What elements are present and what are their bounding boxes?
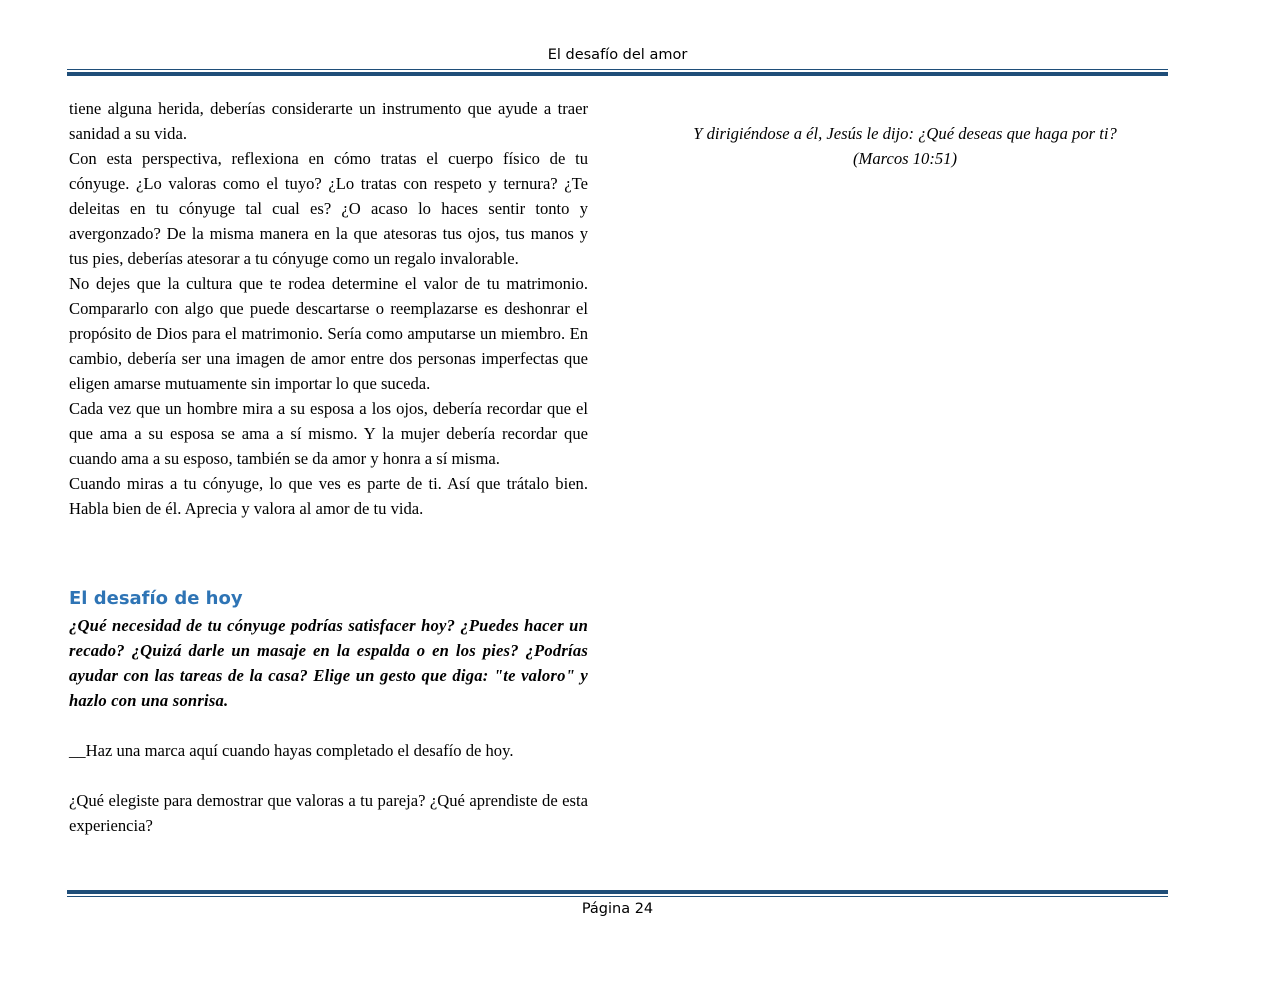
body-paragraph: Con esta perspectiva, reflexiona en cómo tratas el cuerpo físico de tu cónyuge. ¿Lo valoras como el tuyo? ¿Lo tratas con respeto y ternura? ¿Te deleitas en tu cónyuge tal cual es? ¿O acaso lo haces sentir tonto y avergonzado? De la misma manera en la que atesoras tus ojos, tus manos y tus pies, deberías atesorar a tu cónyuge como un regalo invalorable. <box>69 149 588 268</box>
body-paragraph: Cuando miras a tu cónyuge, lo que ves es parte de ti. Así que trátalo bien. Habla bien de él. Aprecia y valora al amor de tu vida. <box>69 474 588 518</box>
page-number: Página 24 <box>581 901 654 917</box>
body-paragraph: tiene alguna herida, deberías considerarte un instrumento que ayude a traer sanidad a su vida. <box>69 99 588 143</box>
left-column <box>69 96 588 838</box>
spacer <box>69 521 588 571</box>
spacer <box>69 713 588 738</box>
reflection-question: ¿Qué elegiste para demostrar que valoras a tu pareja? ¿Qué aprendiste de esta experiencia? <box>69 791 588 835</box>
spacer <box>69 763 588 788</box>
running-header: El desafío del amor <box>547 47 688 63</box>
body-paragraph: Cada vez que un hombre mira a su esposa a los ojos, debería recordar que el que ama a su esposa se ama a sí mismo. Y la mujer debería recordar que cuando ama a su esposo, también se da amor y honra a sí misma. <box>69 399 588 468</box>
challenge-text: ¿Qué necesidad de tu cónyuge podrías satisfacer hoy? ¿Puedes hacer un recado? ¿Quizá darle un masaje en la espalda o en los pies? ¿Podrías ayudar con las tareas de la casa? Elige un gesto que diga: "te valoro" y hazlo con una sonrisa. <box>69 616 588 710</box>
verse-reference: (Marcos 10:51) <box>853 149 957 168</box>
footer-rule <box>67 890 1168 897</box>
header-rule <box>67 69 1168 76</box>
right-column <box>640 121 1170 171</box>
section-heading: El desafío de hoy <box>69 588 243 609</box>
checkmark-line: __Haz una marca aquí cuando hayas completado el desafío de hoy. <box>69 741 514 760</box>
body-paragraph: No dejes que la cultura que te rodea determine el valor de tu matrimonio. Compararlo con algo que puede descartarse o reemplazarse es deshonrar el propósito de Dios para el matrimonio. Sería como amputarse un miembro. En cambio, debería ser una imagen de amor entre dos personas imperfectas que eligen amarse mutuamente sin importar lo que suceda. <box>69 274 588 393</box>
verse-quote: Y dirigiéndose a él, Jesús le dijo: ¿Qué deseas que haga por ti? <box>693 124 1117 143</box>
